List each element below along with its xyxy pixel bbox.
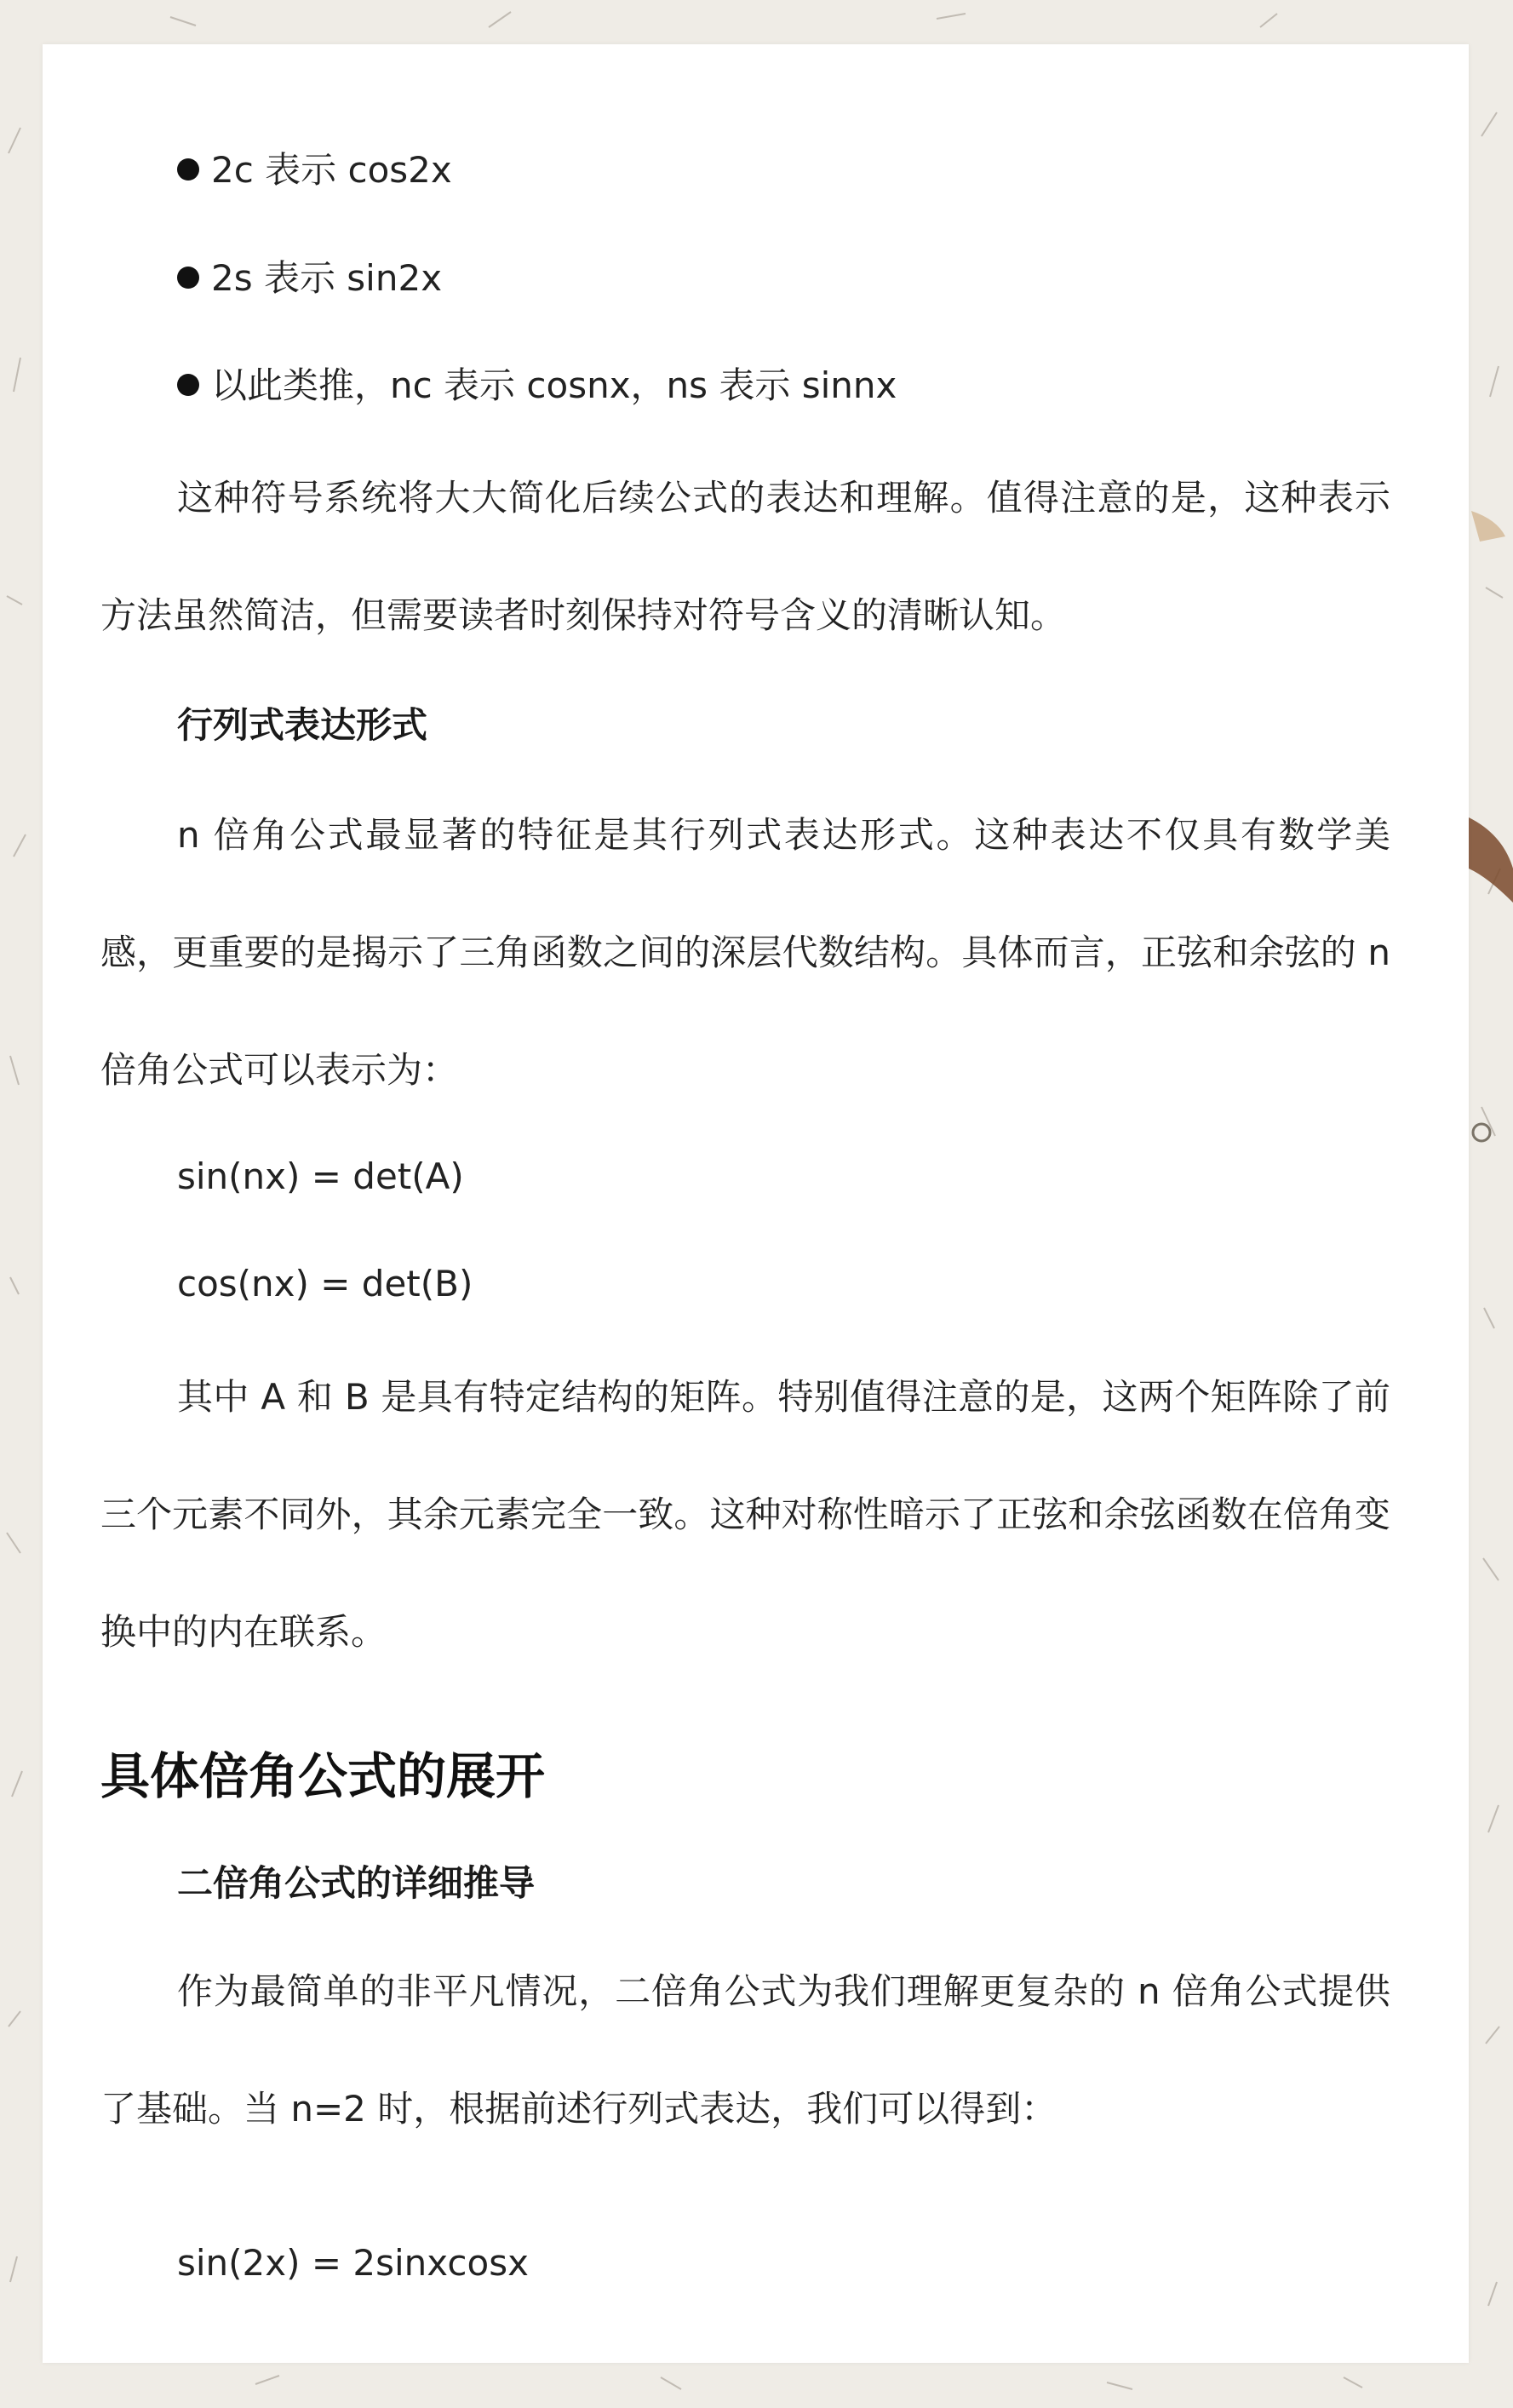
list-item-text: 以此类推，nc 表示 cosnx，ns 表示 sinnx bbox=[211, 364, 897, 406]
bullet-icon bbox=[177, 267, 199, 289]
subheading-determinant: 行列式表达形式 bbox=[177, 704, 428, 746]
subheading-double-angle: 二倍角公式的详细推导 bbox=[177, 1862, 536, 1904]
document-page bbox=[43, 44, 1469, 2363]
list-item bbox=[177, 145, 452, 196]
section-heading: 具体倍角公式的展开 bbox=[100, 1747, 546, 1805]
paragraph-determinant-intro: n 倍角公式最显著的特征是其行列式表达形式。这种表达不仅具有数学美感，更重要的是揭示了三角函数之间的深层代数结构。具体而言，正弦和余弦的 n 倍角公式可以表示为： bbox=[100, 814, 1390, 1091]
paragraph-matrix-symmetry: 其中 A 和 B 是具有特定结构的矩阵。特别值得注意的是，这两个矩阵除了前三个元素不同外，其余元素完全一致。这种对称性暗示了正弦和余弦函数在倍角变换中的内在联系。 bbox=[100, 1376, 1390, 1653]
formula-cos-det: cos(nx) = det(B) bbox=[177, 1263, 473, 1304]
list-item bbox=[177, 360, 897, 411]
formula-sin-double: sin(2x) = 2sinxcosx bbox=[177, 2242, 529, 2284]
list-item bbox=[177, 253, 442, 304]
bullet-icon bbox=[177, 374, 199, 396]
list-item-text: 2c 表示 cos2x bbox=[211, 149, 452, 191]
formula-sin-det: sin(nx) = det(A) bbox=[177, 1155, 464, 1197]
paragraph-double-angle: 作为最简单的非平凡情况，二倍角公式为我们理解更复杂的 n 倍角公式提供了基础。当 n=2 时，根据前述行列式表达，我们可以得到： bbox=[100, 1970, 1390, 2130]
paragraph-symbol-system: 这种符号系统将大大简化后续公式的表达和理解。值得注意的是，这种表示方法虽然简洁，但需要读者时刻保持对符号含义的清晰认知。 bbox=[100, 477, 1390, 636]
list-item-text: 2s 表示 sin2x bbox=[211, 257, 443, 299]
bullet-icon bbox=[177, 158, 199, 181]
